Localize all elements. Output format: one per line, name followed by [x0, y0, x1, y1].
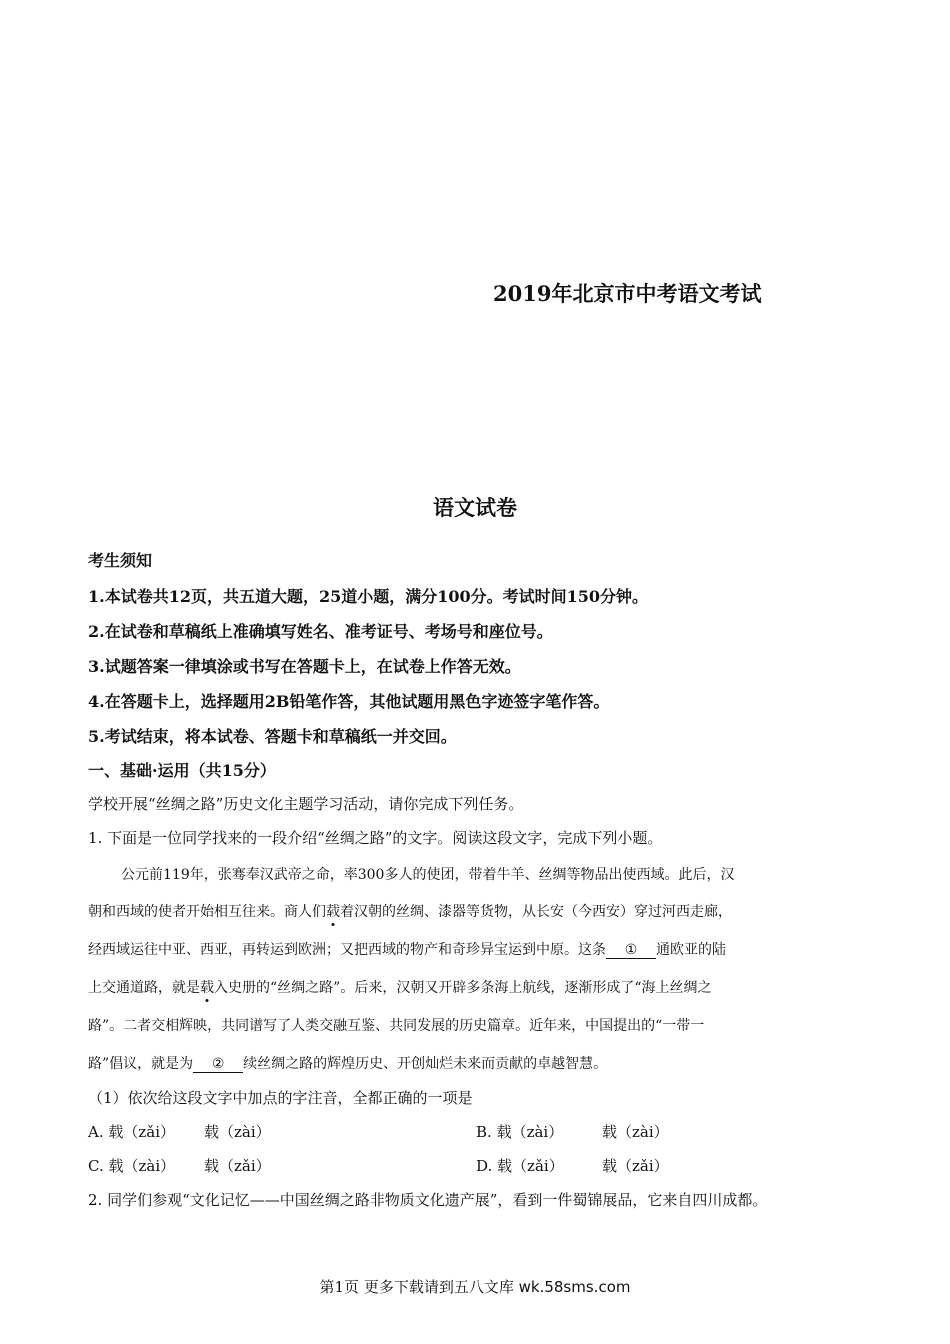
passage-text: 经西域运往中亚、西亚，再转运到欧洲；又把西域的物产和奇珍异宝运到中原。这条 — [88, 942, 606, 958]
section-heading: 一、基础·运用（共15分） — [88, 761, 276, 780]
section-intro: 学校开展“丝绸之路”历史文化主题学习活动，请你完成下列任务。 — [88, 795, 524, 813]
sub-question-1: （1）依次给这段文字中加点的字注音，全都正确的一项是 — [88, 1089, 473, 1107]
option-label: A. — [88, 1123, 104, 1141]
option-text: 载（zǎi） — [497, 1157, 564, 1175]
option-c-second: 载（zǎi） — [204, 1157, 271, 1175]
option-b — [476, 1121, 563, 1142]
option-text: 载（zài） — [108, 1157, 176, 1175]
question-1: 1. 下面是一位同学找来的一段介绍“丝绸之路”的文字。阅读这段文字，完成下列小题。 — [88, 829, 663, 847]
passage-text: 路”倡议，就是为 — [88, 1056, 194, 1072]
passage-line: 路”。二者交相辉映，共同谱写了人类交融互鉴、共同发展的历史篇章。近年来，中国提出的“一带一 — [88, 1018, 705, 1034]
passage-line — [88, 1053, 607, 1073]
notice-item: 4.在答题卡上，选择题用2B铅笔作答，其他试题用黑色字迹签字笔作答。 — [88, 692, 610, 711]
option-a-second: 载（zài） — [204, 1123, 271, 1141]
footer-text: 第1页 更多下载请到五八文库 — [319, 1278, 514, 1296]
option-label: B. — [476, 1123, 492, 1141]
option-text: 载（zǎi） — [108, 1123, 176, 1141]
blank-2: ② — [193, 1057, 243, 1073]
notice-item: 5.考试结束，将本试卷、答题卡和草稿纸一并交回。 — [88, 727, 457, 746]
option-a — [88, 1121, 175, 1142]
option-label: C. — [88, 1157, 104, 1175]
passage-line — [88, 939, 726, 959]
document-title: 2019年北京市中考语文考试 — [493, 281, 762, 306]
option-d-second: 载（zǎi） — [602, 1157, 669, 1175]
passage-text: 朝和西域的使者开始相互往来。商人们 — [88, 904, 326, 920]
passage-line: 公元前119年，张骞奉汉武帝之命，率300多人的使团，带着牛羊、丝绸等物品出使西域。此后，汉 — [121, 867, 735, 883]
passage-text: 入史册的“丝绸之路”。后来，汉朝又开辟多条海上航线，逐渐形成了“海上丝绸之 — [214, 980, 712, 996]
passage-text: 着汉朝的丝绸、漆器等货物，从长安（今西安）穿过河西走廊， — [340, 904, 732, 920]
footer-site-link[interactable]: wk.58sms.com — [518, 1278, 631, 1296]
question-2: 2. 同学们参观“文化记忆——中国丝绸之路非物质文化遗产展”，看到一件蜀锦展品，它来自四川成都。 — [88, 1191, 768, 1209]
option-d — [476, 1155, 564, 1176]
option-text: 载（zài） — [496, 1123, 564, 1141]
passage-text: 上交通道路，就是 — [88, 980, 200, 996]
passage-line — [88, 901, 732, 921]
option-b-second: 载（zài） — [602, 1123, 669, 1141]
dotted-char: 载 — [200, 977, 214, 997]
passage-line — [88, 977, 711, 997]
option-label: D. — [476, 1157, 493, 1175]
paper-title: 语文试卷 — [433, 495, 517, 520]
page-footer — [0, 1276, 950, 1297]
option-c — [88, 1155, 175, 1176]
blank-1: ① — [606, 943, 656, 959]
notice-item: 2.在试卷和草稿纸上准确填写姓名、准考证号、考场号和座位号。 — [88, 622, 553, 641]
passage-text: 通欧亚的陆 — [656, 942, 726, 958]
passage-text: 续丝绸之路的辉煌历史、开创灿烂未来而贡献的卓越智慧。 — [243, 1056, 608, 1072]
dotted-char: 载 — [326, 901, 340, 921]
notice-item: 1.本试卷共12页，共五道大题，25道小题，满分100分。考试时间150分钟。 — [88, 587, 649, 606]
notice-item: 3.试题答案一律填涂或书写在答题卡上，在试卷上作答无效。 — [88, 657, 521, 676]
notice-heading: 考生须知 — [88, 551, 153, 570]
